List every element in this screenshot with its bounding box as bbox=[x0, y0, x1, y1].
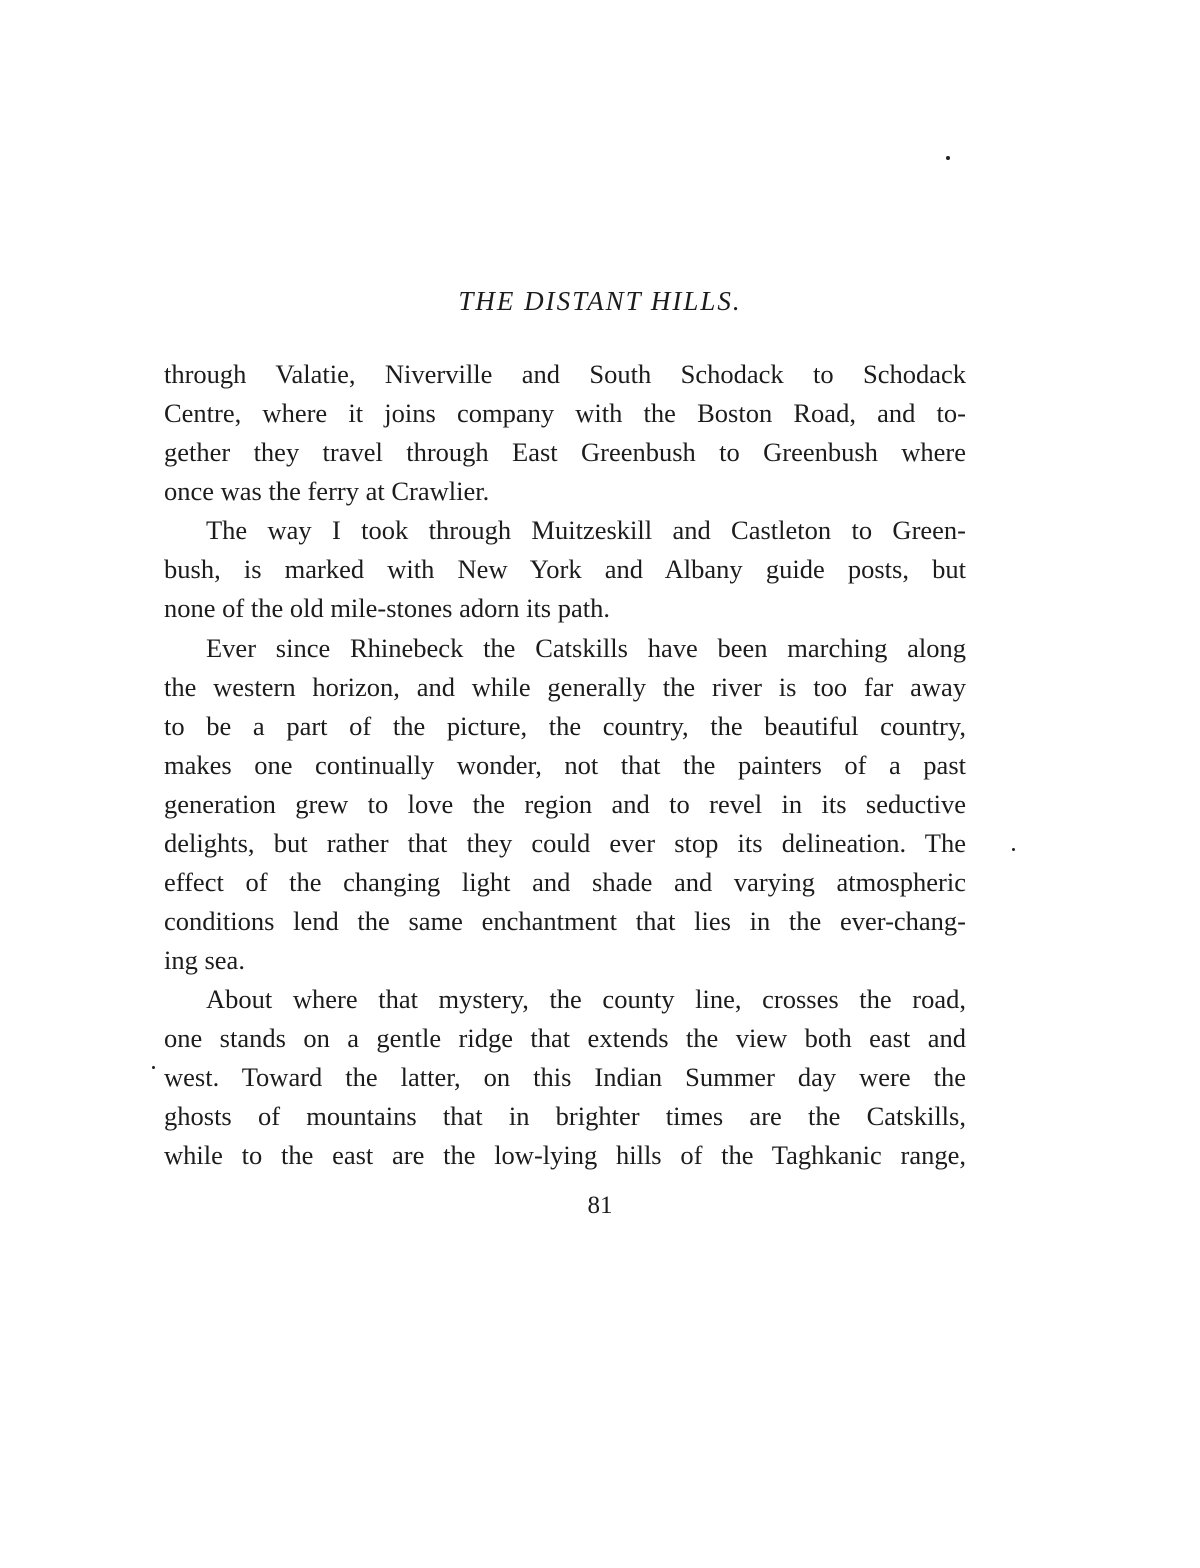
text-line: the western horizon, and while generally the river is too far away bbox=[164, 672, 966, 702]
text-line: through Valatie, Niverville and South Schodack to Schodack bbox=[164, 359, 966, 389]
text-line: ghosts of mountains that in brighter times are the Catskills, bbox=[164, 1101, 966, 1131]
text-line: Ever since Rhinebeck the Catskills have been marching along bbox=[206, 633, 966, 663]
text-line: none of the old mile-stones adorn its path. bbox=[164, 593, 610, 623]
text-line: Centre, where it joins company with the Boston Road, and to- bbox=[164, 398, 966, 428]
text-line: effect of the changing light and shade and varying atmospheric bbox=[164, 867, 966, 897]
scan-speck bbox=[152, 1066, 155, 1069]
text-line: The way I took through Muitzeskill and Castleton to Green- bbox=[206, 515, 966, 545]
text-line: gether they travel through East Greenbush to Greenbush where bbox=[164, 437, 966, 467]
text-line: once was the ferry at Crawlier. bbox=[164, 476, 490, 506]
text-line: while to the east are the low-lying hills of the Taghkanic range, bbox=[164, 1140, 966, 1170]
text-line: makes one continually wonder, not that the painters of a past bbox=[164, 750, 966, 780]
text-line: conditions lend the same enchantment that lies in the ever-chang- bbox=[164, 906, 966, 936]
scan-speck bbox=[1012, 848, 1015, 851]
scan-speck bbox=[946, 156, 950, 160]
text-line: generation grew to love the region and to revel in its seductive bbox=[164, 789, 966, 819]
running-title: THE DISTANT HILLS. bbox=[458, 286, 742, 316]
page-number: 81 bbox=[587, 1192, 613, 1219]
text-line: one stands on a gentle ridge that extends the view both east and bbox=[164, 1023, 966, 1053]
text-line: west. Toward the latter, on this Indian Summer day were the bbox=[164, 1062, 966, 1092]
text-line: delights, but rather that they could ever stop its delineation. The bbox=[164, 828, 966, 858]
text-line: to be a part of the picture, the country, the beautiful country, bbox=[164, 711, 966, 741]
text-line: About where that mystery, the county line, crosses the road, bbox=[206, 984, 966, 1014]
text-line: ing sea. bbox=[164, 945, 245, 975]
text-line: bush, is marked with New York and Albany guide posts, but bbox=[164, 554, 966, 584]
